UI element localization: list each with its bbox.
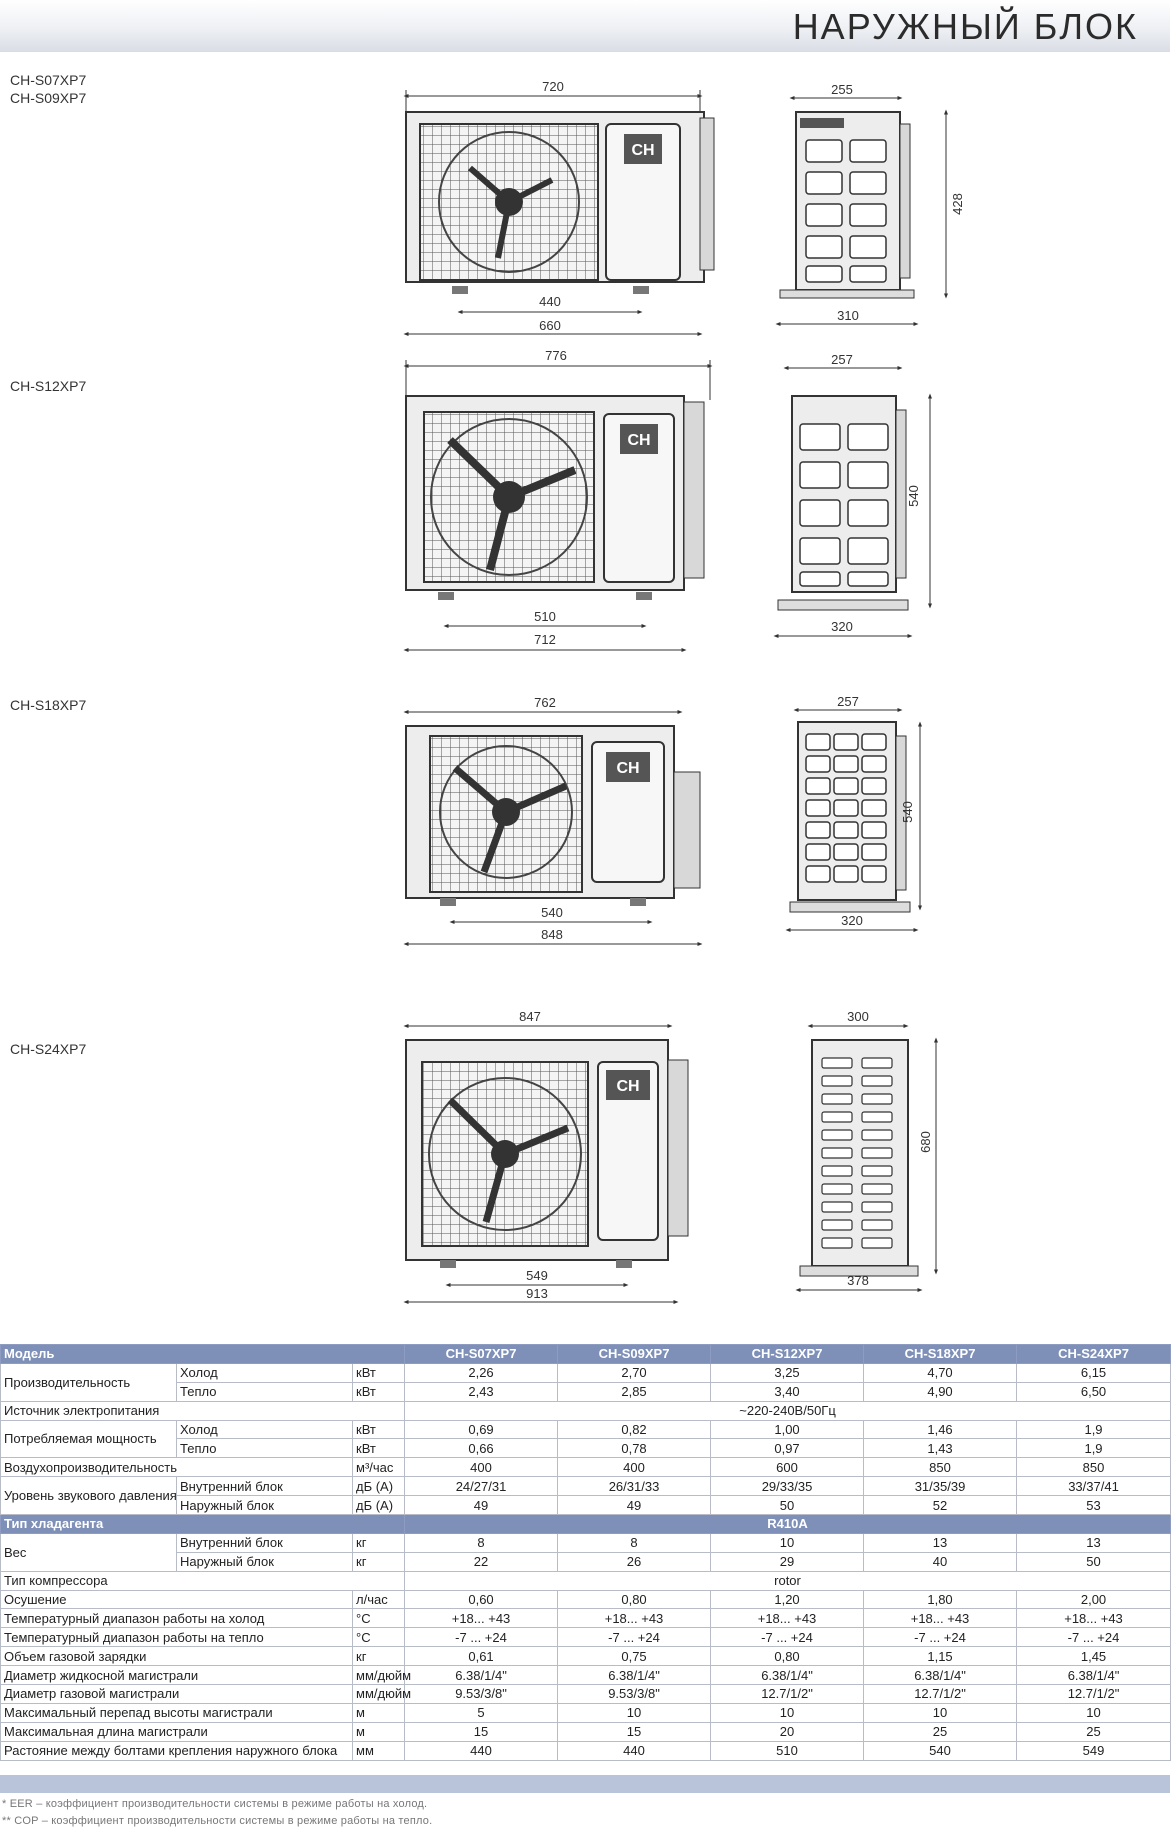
row-unit: кВт [353, 1439, 405, 1458]
row-unit: дБ (А) [353, 1496, 405, 1515]
svg-text:660: 660 [539, 318, 561, 333]
table-row: Потребляемая мощность Холод кВт 0,69 0,82 1,00 1,46 1,9 [1, 1420, 1171, 1439]
svg-text:320: 320 [841, 913, 863, 928]
table-row: Максимальная длина магистрали м 15 15 20 25 25 [1, 1722, 1171, 1741]
row-label: Объем газовой зарядки [1, 1647, 353, 1666]
svg-text:776: 776 [545, 348, 567, 363]
svg-text:540: 540 [906, 485, 921, 507]
row-label: Максимальная длина магистрали [1, 1722, 353, 1741]
table-row: Тепло кВт 0,66 0,78 0,97 1,43 1,9 [1, 1439, 1171, 1458]
table-row: Максимальный перепад высоты магистрали м 5 10 10 10 10 [1, 1703, 1171, 1722]
svg-text:320: 320 [831, 619, 853, 634]
table-row: Диаметр жидкосной магистрали мм/дюйм 6.38/1/4" 6.38/1/4" 6.38/1/4" 6.38/1/4" 6.38/1/4" [1, 1666, 1171, 1685]
row-unit: мм [353, 1741, 405, 1760]
row-label: Температурный диапазон работы на тепло [1, 1628, 353, 1647]
row-label: Диаметр газовой магистрали [1, 1685, 353, 1704]
row-unit: °С [353, 1609, 405, 1628]
front-view [406, 348, 710, 650]
row-sublabel: Тепло [177, 1382, 353, 1401]
row-unit: мм/дюйм [353, 1666, 405, 1685]
row-label: Максимальный перепад высоты магистрали [1, 1703, 353, 1722]
svg-text:540: 540 [541, 905, 563, 920]
table-row: Осушение л/час 0,60 0,80 1,20 1,80 2,00 [1, 1590, 1171, 1609]
svg-text:720: 720 [542, 79, 564, 94]
row-label: Тип хладагента [1, 1515, 405, 1534]
table-row: Диаметр газовой магистрали мм/дюйм 9.53/3/8" 9.53/3/8" 12.7/1/2" 12.7/1/2" 12.7/1/2" [1, 1685, 1171, 1704]
svg-text:300: 300 [847, 1009, 869, 1024]
front-view [406, 1009, 688, 1302]
svg-text:847: 847 [519, 1009, 541, 1024]
brand-logo: CH [616, 1078, 640, 1095]
row-unit: мм/дюйм [353, 1685, 405, 1704]
spec-table [0, 1344, 1171, 1761]
unit-label: CH-S18XP7 [10, 697, 87, 713]
table-row: Уровень звукового давления Внутренний блок дБ (А) 24/27/31 26/31/33 29/33/35 31/35/39 33/37/41 [1, 1477, 1171, 1496]
unit-label: CH-S24XP7 [10, 1041, 87, 1057]
row-label: Воздухопроизводительность [1, 1458, 353, 1477]
side-view [788, 694, 920, 930]
svg-text:510: 510 [534, 609, 556, 624]
row-unit: кВт [353, 1363, 405, 1382]
row-unit: кВт [353, 1382, 405, 1401]
row-sublabel: Холод [177, 1420, 353, 1439]
svg-text:549: 549 [526, 1268, 548, 1283]
table-row: Производительность Холод кВт 2,26 2,70 3,25 4,70 6,15 [1, 1363, 1171, 1382]
table-row: Вес Внутренний блок кг 8 8 10 13 13 [1, 1533, 1171, 1552]
header-cell: CH-S07XP7 [405, 1345, 558, 1364]
unit-label: CH-S07XP7 [10, 72, 87, 88]
table-header-row [1, 1345, 1171, 1364]
table-row: Источник электропитания ~220-240В/50Гц [1, 1401, 1171, 1420]
row-unit: кг [353, 1533, 405, 1552]
row-unit: кВт [353, 1420, 405, 1439]
table-row: Тепло кВт 2,43 2,85 3,40 4,90 6,50 [1, 1382, 1171, 1401]
svg-text:848: 848 [541, 927, 563, 942]
table-row: Температурный диапазон работы на тепло °С -7 ... +24 -7 ... +24 -7 ... +24 -7 ... +24 -7 ... +24 [1, 1628, 1171, 1647]
table-row: Растояние между болтами крепления наружного блока мм 440 440 510 540 549 [1, 1741, 1171, 1760]
svg-text:310: 310 [837, 308, 859, 323]
table-row: Тип компрессора rotor [1, 1571, 1171, 1590]
row-label: Потребляемая мощность [1, 1420, 177, 1458]
row-unit: кг [353, 1647, 405, 1666]
brand-logo: CH [627, 432, 651, 449]
svg-text:428: 428 [950, 193, 965, 215]
svg-text:440: 440 [539, 294, 561, 309]
row-sublabel: Тепло [177, 1439, 353, 1458]
footer-band [0, 1775, 1170, 1793]
svg-text:257: 257 [831, 352, 853, 367]
svg-text:913: 913 [526, 1286, 548, 1301]
row-sublabel: Наружный блок [177, 1552, 353, 1571]
row-label: Диаметр жидкосной магистрали [1, 1666, 353, 1685]
row-label: Растояние между болтами крепления наружного блока [1, 1741, 353, 1760]
svg-text:255: 255 [831, 82, 853, 97]
header-cell: CH-S18XP7 [864, 1345, 1017, 1364]
table-row: Наружный блок дБ (А) 49 49 50 52 53 [1, 1496, 1171, 1515]
unit-label: CH-S12XP7 [10, 378, 87, 394]
row-unit: °С [353, 1628, 405, 1647]
footnote: ** COP – коэффициент производительности системы в режиме работы на тепло. [2, 1815, 433, 1827]
row-sublabel: Внутренний блок [177, 1533, 353, 1552]
brand-logo: CH [631, 142, 655, 159]
svg-text:712: 712 [534, 632, 556, 647]
side-view [798, 1009, 936, 1290]
svg-text:762: 762 [534, 695, 556, 710]
table-row: Температурный диапазон работы на холод °С +18... +43 +18... +43 +18... +43 +18... +43 +18... +43 [1, 1609, 1171, 1628]
unit-label: CH-S09XP7 [10, 90, 87, 106]
front-view [406, 695, 700, 944]
row-unit: м [353, 1722, 405, 1741]
row-unit: м [353, 1703, 405, 1722]
table-row: Тип хладагента R410A [1, 1515, 1171, 1534]
header-cell: CH-S09XP7 [558, 1345, 711, 1364]
svg-text:257: 257 [837, 694, 859, 709]
row-sublabel: Внутренний блок [177, 1477, 353, 1496]
svg-text:540: 540 [900, 801, 915, 823]
table-row: Объем газовой зарядки кг 0,61 0,75 0,80 1,15 1,45 [1, 1647, 1171, 1666]
front-view [406, 79, 714, 334]
table-row: Наружный блок кг 22 26 29 40 50 [1, 1552, 1171, 1571]
header-cell: CH-S12XP7 [711, 1345, 864, 1364]
row-sublabel: Холод [177, 1363, 353, 1382]
row-label: Осушение [1, 1590, 353, 1609]
row-label: Источник электропитания [1, 1401, 405, 1420]
row-unit: дБ (А) [353, 1477, 405, 1496]
row-unit: л/час [353, 1590, 405, 1609]
row-sublabel: Наружный блок [177, 1496, 353, 1515]
row-unit: м³/час [353, 1458, 405, 1477]
table-row: Воздухопроизводительность м³/час 400 400 600 850 850 [1, 1458, 1171, 1477]
side-view [778, 82, 965, 324]
side-view [776, 352, 930, 636]
page-title: НАРУЖНЫЙ БЛОК [792, 6, 1138, 47]
header-cell: CH-S24XP7 [1017, 1345, 1171, 1364]
row-unit: кг [353, 1552, 405, 1571]
footnote: * EER – коэффициент производительности системы в режиме работы на холод. [2, 1798, 428, 1810]
row-label: Температурный диапазон работы на холод [1, 1609, 353, 1628]
brand-logo: CH [616, 760, 640, 777]
row-label: Вес [1, 1533, 177, 1571]
svg-text:680: 680 [918, 1131, 933, 1153]
row-label: Тип компрессора [1, 1571, 405, 1590]
header-cell: Модель [1, 1345, 405, 1364]
row-label: Уровень звукового давления [1, 1477, 177, 1515]
svg-text:378: 378 [847, 1273, 869, 1288]
row-label: Производительность [1, 1363, 177, 1401]
